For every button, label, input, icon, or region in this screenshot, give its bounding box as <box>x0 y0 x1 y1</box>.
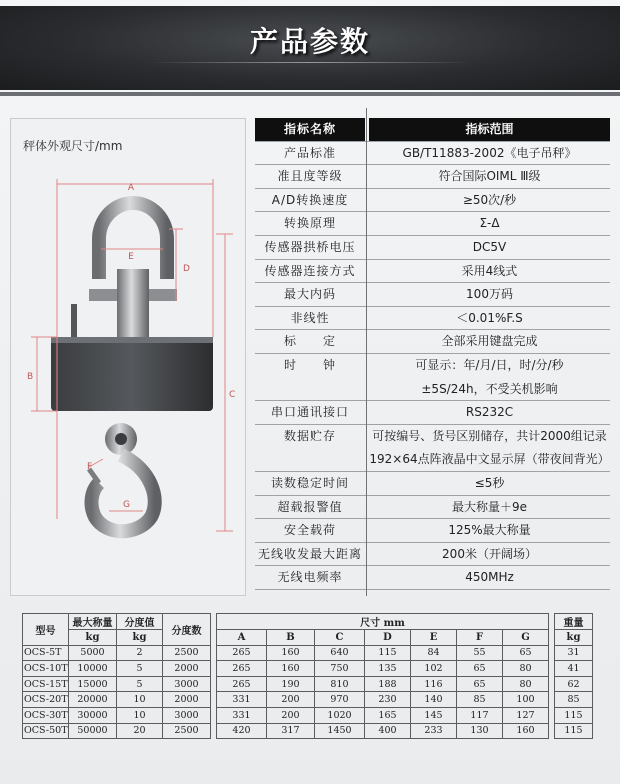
spec-key: 传感器连接方式 <box>264 263 356 278</box>
col-divisions: 分度数 <box>163 614 211 646</box>
col-division-unit: kg <box>117 630 163 646</box>
spec-row <box>255 519 610 543</box>
model-name-cell: OCS-5T <box>23 645 69 661</box>
antenna <box>71 304 77 338</box>
table-cell: 140 <box>411 692 457 708</box>
hook <box>92 455 155 531</box>
table-cell: 115 <box>555 723 593 739</box>
table-cell: 115 <box>365 645 411 661</box>
table-cell: 233 <box>411 723 457 739</box>
col-weight-unit: kg <box>555 630 593 646</box>
model-name-cell: OCS-50T <box>23 723 69 739</box>
shackle <box>99 203 167 279</box>
model-rows <box>23 645 593 739</box>
table-cell: 420 <box>217 723 267 739</box>
dim-label-c: C <box>229 390 236 400</box>
table-cell: 5 <box>117 676 163 692</box>
spec-value: 符合国际OIML Ⅲ级 <box>438 169 541 184</box>
spec-value: ＜0.01%F.S <box>456 310 523 325</box>
table-cell: 810 <box>315 676 365 692</box>
table-cell: 65 <box>503 645 549 661</box>
spec-row <box>255 354 610 378</box>
table-cell: 331 <box>217 707 267 723</box>
table-row <box>23 676 593 692</box>
model-table <box>22 613 602 739</box>
col-dim-a: A <box>217 630 267 646</box>
spec-key: 安全载荷 <box>283 523 336 538</box>
spec-row <box>255 236 610 260</box>
table-row <box>23 661 593 677</box>
dim-label-f: F <box>87 462 93 472</box>
spec-value: ±5S/24h，不受关机影响 <box>421 381 558 396</box>
table-cell: 160 <box>267 661 315 677</box>
table-cell: 200 <box>267 707 315 723</box>
dim-label-a: A <box>127 183 135 193</box>
table-cell: 65 <box>457 661 503 677</box>
spec-key: 超载报警值 <box>277 499 343 514</box>
title-banner <box>0 6 620 90</box>
spec-row <box>255 378 610 402</box>
model-name-cell: OCS-10T <box>23 661 69 677</box>
table-cell: 102 <box>411 661 457 677</box>
table-cell: 55 <box>457 645 503 661</box>
table-cell: 970 <box>315 692 365 708</box>
spec-table <box>255 118 610 590</box>
table-cell: 115 <box>555 707 593 723</box>
model-name-cell: OCS-15T <box>23 676 69 692</box>
table-row <box>23 707 593 723</box>
model-name-cell: OCS-20T <box>23 692 69 708</box>
spec-value: 采用4线式 <box>461 263 518 278</box>
table-cell: 3000 <box>163 707 211 723</box>
spec-row <box>255 566 610 590</box>
spec-key: 无线收发最大距离 <box>257 546 362 561</box>
spec-row <box>255 307 610 331</box>
table-cell: 80 <box>503 661 549 677</box>
spec-key: 产品标准 <box>283 145 336 160</box>
spec-key: 读数稳定时间 <box>270 475 349 490</box>
spec-rows <box>255 142 610 590</box>
table-cell: 85 <box>555 692 593 708</box>
table-cell: 331 <box>217 692 267 708</box>
table-cell: 3000 <box>163 676 211 692</box>
table-row <box>23 692 593 708</box>
table-cell: 80 <box>503 676 549 692</box>
spec-value: DC5V <box>472 239 507 254</box>
spec-row <box>255 425 610 449</box>
table-cell: 10 <box>117 707 163 723</box>
spec-header-key: 指标名称 <box>255 118 365 141</box>
table-cell: 117 <box>457 707 503 723</box>
table-cell: 50000 <box>69 723 117 739</box>
table-cell: 188 <box>365 676 411 692</box>
banner-divider <box>150 62 470 63</box>
table-cell: 2000 <box>163 692 211 708</box>
table-cell: 85 <box>457 692 503 708</box>
table-cell: 750 <box>315 661 365 677</box>
banner-strip <box>0 92 620 96</box>
col-dimensions: 尺寸 mm <box>217 614 549 630</box>
spec-key: 准且度等级 <box>277 169 343 184</box>
table-cell: 160 <box>267 645 315 661</box>
spec-value: 125%最大称量 <box>448 523 531 538</box>
spec-key <box>255 378 365 401</box>
col-dim-b: B <box>267 630 315 646</box>
spec-key: 标 定 <box>283 334 336 349</box>
spec-key: 非线性 <box>290 310 330 325</box>
table-cell: 265 <box>217 661 267 677</box>
col-max-capacity: 最大称量 <box>69 614 117 630</box>
table-cell: 30000 <box>69 707 117 723</box>
spec-key: 串口通讯接口 <box>270 405 349 420</box>
spec-row <box>255 165 610 189</box>
table-cell: 230 <box>365 692 411 708</box>
table-cell: 2 <box>117 645 163 661</box>
col-max-capacity-unit: kg <box>69 630 117 646</box>
spec-row <box>255 142 610 166</box>
table-cell: 127 <box>503 707 549 723</box>
col-dim-d: D <box>365 630 411 646</box>
table-cell: 20000 <box>69 692 117 708</box>
col-weight: 重量 <box>555 614 593 630</box>
table-cell: 5000 <box>69 645 117 661</box>
banner-title: 产品参数 <box>249 25 370 58</box>
shackle-neck <box>117 269 149 337</box>
dim-label-b: B <box>27 372 34 382</box>
table-cell: 31 <box>555 645 593 661</box>
col-dim-f: F <box>457 630 503 646</box>
dim-label-d: D <box>183 264 190 274</box>
spec-value: 可显示：年/月/日，时/分/秒 <box>415 357 564 372</box>
scale-body <box>51 337 213 411</box>
spec-row <box>255 543 610 567</box>
spec-key: A/D转换速度 <box>271 192 349 207</box>
spec-row <box>255 448 610 472</box>
table-cell: 116 <box>411 676 457 692</box>
table-cell: 640 <box>315 645 365 661</box>
table-cell: 2500 <box>163 645 211 661</box>
spec-value: 100万码 <box>466 287 513 302</box>
spec-row <box>255 401 610 425</box>
table-cell: 160 <box>503 723 549 739</box>
table-cell: 1450 <box>315 723 365 739</box>
table-cell: 20 <box>117 723 163 739</box>
spec-row <box>255 283 610 307</box>
spec-value: 192×64点阵液晶中文显示屏（带夜间背光） <box>369 452 610 467</box>
table-cell: 5 <box>117 661 163 677</box>
dim-label-g: G <box>123 500 130 510</box>
dim-label-e: E <box>128 252 134 262</box>
spec-key: 转换原理 <box>283 216 336 231</box>
spec-value: 最大称量＋9e <box>451 499 528 514</box>
spec-value: Σ-Δ <box>479 216 500 231</box>
spec-row <box>255 189 610 213</box>
spec-header-value: 指标范围 <box>369 118 610 141</box>
table-cell: 41 <box>555 661 593 677</box>
spec-header <box>255 118 610 142</box>
table-row <box>23 723 593 739</box>
table-cell: 135 <box>365 661 411 677</box>
spec-value: ≤5秒 <box>474 475 505 490</box>
table-cell: 400 <box>365 723 411 739</box>
table-cell: 10 <box>117 692 163 708</box>
dimension-figure <box>10 118 246 596</box>
spec-row <box>255 472 610 496</box>
model-name-cell: OCS-30T <box>23 707 69 723</box>
table-cell: 317 <box>267 723 315 739</box>
table-cell: 130 <box>457 723 503 739</box>
table-cell: 190 <box>267 676 315 692</box>
col-dim-g: G <box>503 630 549 646</box>
spec-row <box>255 212 610 236</box>
table-cell: 265 <box>217 676 267 692</box>
col-division: 分度值 <box>117 614 163 630</box>
spec-key: 时 钟 <box>283 357 336 372</box>
spec-row <box>255 496 610 520</box>
table-cell: 65 <box>457 676 503 692</box>
table-cell: 1020 <box>315 707 365 723</box>
spec-value: ≥50次/秒 <box>462 192 517 207</box>
table-cell: 100 <box>503 692 549 708</box>
table-row <box>23 645 593 661</box>
col-dim-e: E <box>411 630 457 646</box>
table-cell: 200 <box>267 692 315 708</box>
table-cell: 165 <box>365 707 411 723</box>
table-cell: 84 <box>411 645 457 661</box>
spec-value: 可按编号、货号区别储存，共计2000组记录 <box>372 428 607 443</box>
spec-value: RS232C <box>465 405 514 420</box>
spec-value: 450MHz <box>465 570 514 585</box>
spec-key <box>255 448 365 471</box>
spec-key: 传感器拱桥电压 <box>264 239 356 254</box>
spec-value: GB/T11883-2002《电子吊秤》 <box>402 145 577 160</box>
spec-key: 无线电频率 <box>277 570 343 585</box>
table-cell: 2000 <box>163 661 211 677</box>
crane-scale-drawing <box>11 119 247 597</box>
spec-row <box>255 260 610 284</box>
spec-value: 200米（开阔场） <box>442 546 537 561</box>
table-cell: 2500 <box>163 723 211 739</box>
figure-caption: 秤体外观尺寸/mm <box>23 139 123 153</box>
spec-value: 全部采用键盘完成 <box>441 334 538 349</box>
table-cell: 265 <box>217 645 267 661</box>
spec-key: 最大内码 <box>283 287 336 302</box>
col-dim-c: C <box>315 630 365 646</box>
col-model: 型号 <box>23 614 69 646</box>
spec-key: 数据贮存 <box>283 428 336 443</box>
table-cell: 62 <box>555 676 593 692</box>
table-cell: 145 <box>411 707 457 723</box>
table-cell: 15000 <box>69 676 117 692</box>
table-cell: 10000 <box>69 661 117 677</box>
spec-row <box>255 330 610 354</box>
